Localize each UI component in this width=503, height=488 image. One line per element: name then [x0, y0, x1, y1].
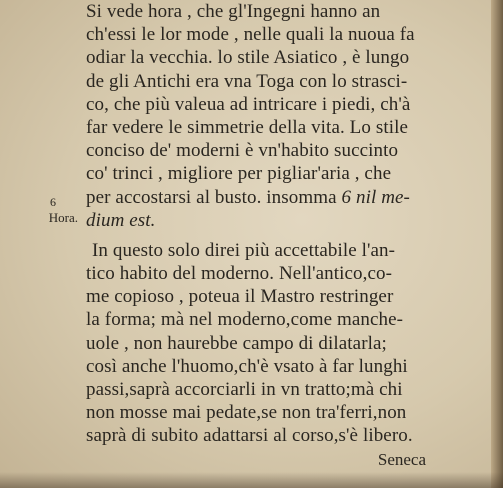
text-line-10-italic: dium est. [86, 209, 156, 231]
margin-note-text: Hora. [48, 210, 78, 225]
text-line-5: co, che più valeua ad intricare i piedi, ch'à [86, 93, 411, 115]
margin-note-number: 6 [50, 195, 56, 209]
text-line-3: odiar la vecchia. lo stile Asiatico , è lungo [86, 47, 410, 69]
catchword: Seneca [377, 449, 426, 469]
text-line-18: non mosse mai pedate,se non tra'ferri,non [86, 402, 407, 424]
text-line-6: far vedere le simmetrie della vita. Lo stile [86, 116, 408, 138]
page-edge [491, 0, 503, 488]
text-line-16: così anche l'huomo,ch'è vsato à far lunghi [86, 355, 408, 377]
bottom-shadow [0, 472, 503, 488]
text-line-9 [86, 186, 488, 209]
text-line-15: uole , non haurebbe campo di dilatarla; [86, 332, 387, 354]
text-line-7: conciso de' moderni è vn'habito succinto [86, 140, 399, 162]
text-line-17: passi,saprà accorciarli in vn tratto;mà chi [86, 379, 403, 400]
text-line-4: de gli Antichi era vna Toga con lo strasci- [86, 70, 408, 92]
page-text [86, 0, 488, 470]
text-line-9-main: per accostarsi al busto. insomma [86, 186, 337, 208]
text-line-13: me copioso , poteua il Mastro restringer [86, 286, 394, 308]
text-line-11: In questo solo direi più accettabile l'an- [92, 239, 396, 261]
text-line-1: Si vede hora , che gl'Ingegni hanno an [86, 1, 381, 22]
text-line-10 [86, 209, 488, 232]
text-line-12: tico habito del moderno. Nell'antico,co- [86, 263, 393, 285]
text-line-8: co' trinci , migliore per pigliar'aria , che [86, 163, 392, 185]
text-line-14: la forma; mà nel moderno,come manche- [86, 309, 404, 331]
margin-note [18, 194, 78, 226]
text-line-19: saprà di subito adattarsi al corso,s'è libero. [86, 425, 413, 447]
inline-note: 6 nil me- [341, 186, 410, 208]
text-line-2: ch'essi le lor mode , nelle quali la nuoua fa [86, 24, 415, 46]
